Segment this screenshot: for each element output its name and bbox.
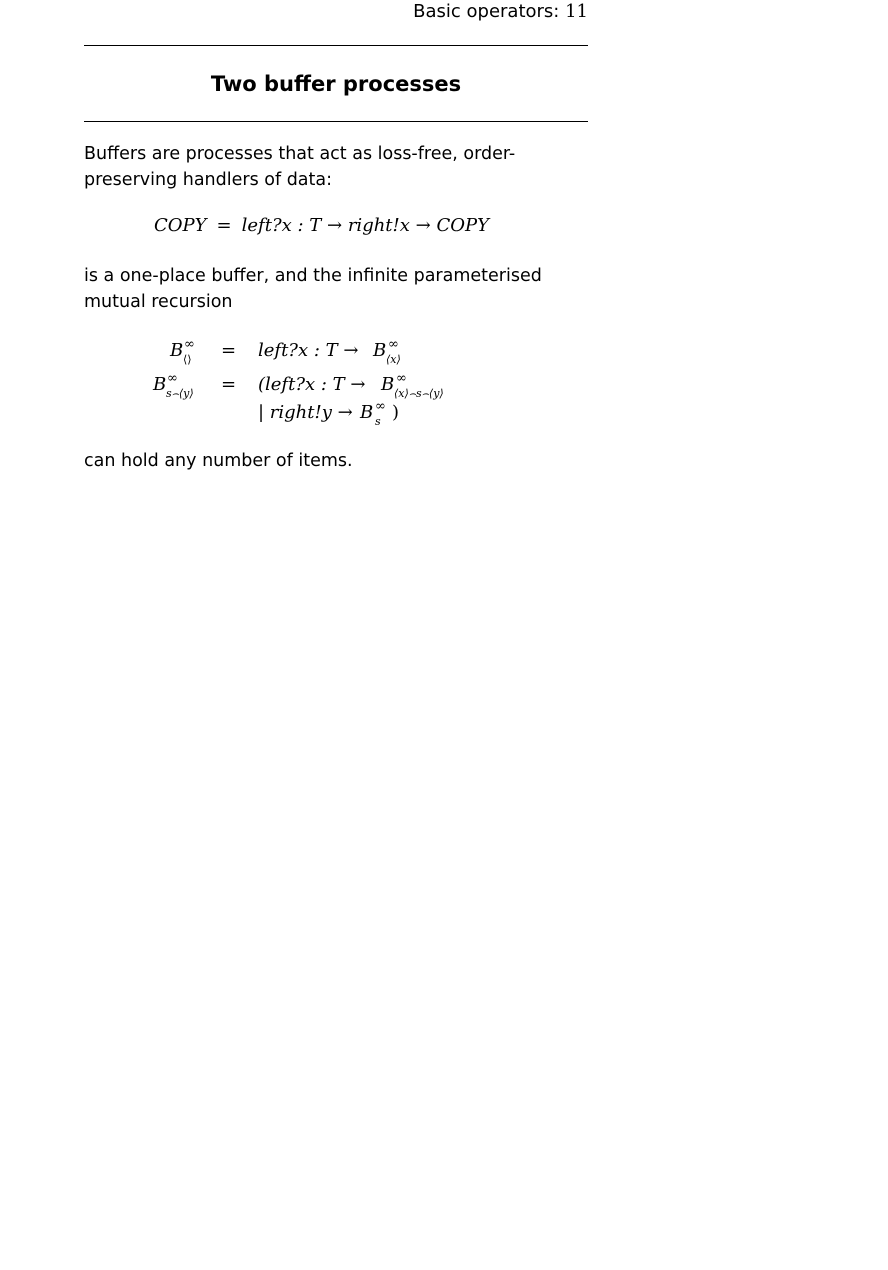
buffer-equation-row-3 [0, 399, 888, 428]
row3-rhs-base: B [360, 402, 374, 423]
title-rule-bottom [84, 121, 588, 122]
row1-rhs-base: B [373, 340, 387, 361]
row2-equals: = [221, 374, 237, 395]
copy-arrow-1: → [327, 215, 343, 236]
header-section: Basic operators: [413, 1, 560, 22]
middle-paragraph: is a one-place buffer, and the infinite parameterised mutual recursion [84, 266, 542, 312]
row1-rhs-text: left?x : T → [258, 340, 359, 361]
row2-rhs-base: B [381, 374, 395, 395]
row2-lhs-sup: ∞ [167, 371, 178, 386]
row1-lhs-sup: ∞ [184, 337, 195, 352]
row1-rhs-sup: ∞ [388, 337, 399, 352]
row3-rhs-sub: s [375, 415, 381, 428]
buffer-equation-row-2 [0, 371, 888, 400]
page-number: 11 [565, 1, 588, 22]
buffer-equation-row-1 [0, 337, 888, 366]
copy-left: left [241, 215, 272, 236]
row3-rhs-text: | right!y → [258, 402, 353, 423]
copy-right: right [347, 215, 393, 236]
copy-recur: COPY [436, 215, 490, 236]
copy-input: ?x : T [271, 215, 322, 236]
row2-rhs-text: (left?x : T → [258, 374, 366, 395]
row2-rhs-sub: ⟨x⟩⌢s⌢⟨y⟩ [394, 387, 444, 400]
row1-rhs-sub: ⟨x⟩ [386, 353, 401, 366]
row3-close-paren: ) [392, 402, 400, 423]
title-rule-top [84, 45, 588, 46]
end-paragraph: can hold any number of items. [84, 451, 353, 471]
row2-lhs-sub: s⌢⟨y⟩ [166, 387, 194, 400]
copy-output: !x [392, 215, 410, 236]
intro-paragraph: Buffers are processes that act as loss-free, order-preserving handlers of data: [84, 144, 516, 190]
row2-lhs-base: B [153, 374, 167, 395]
copy-equation [154, 215, 489, 237]
running-header [413, 2, 588, 22]
copy-lhs: COPY [154, 215, 207, 236]
row3-rhs-sup: ∞ [375, 399, 386, 414]
copy-arrow-2: → [415, 215, 431, 236]
row1-lhs-sub: ⟨⟩ [183, 353, 192, 366]
row1-lhs-base: B [170, 340, 184, 361]
copy-equals: = [216, 215, 232, 236]
slide-title: Two buffer processes [210, 72, 462, 96]
row1-equals: = [221, 340, 237, 361]
row2-rhs-sup: ∞ [396, 371, 407, 386]
